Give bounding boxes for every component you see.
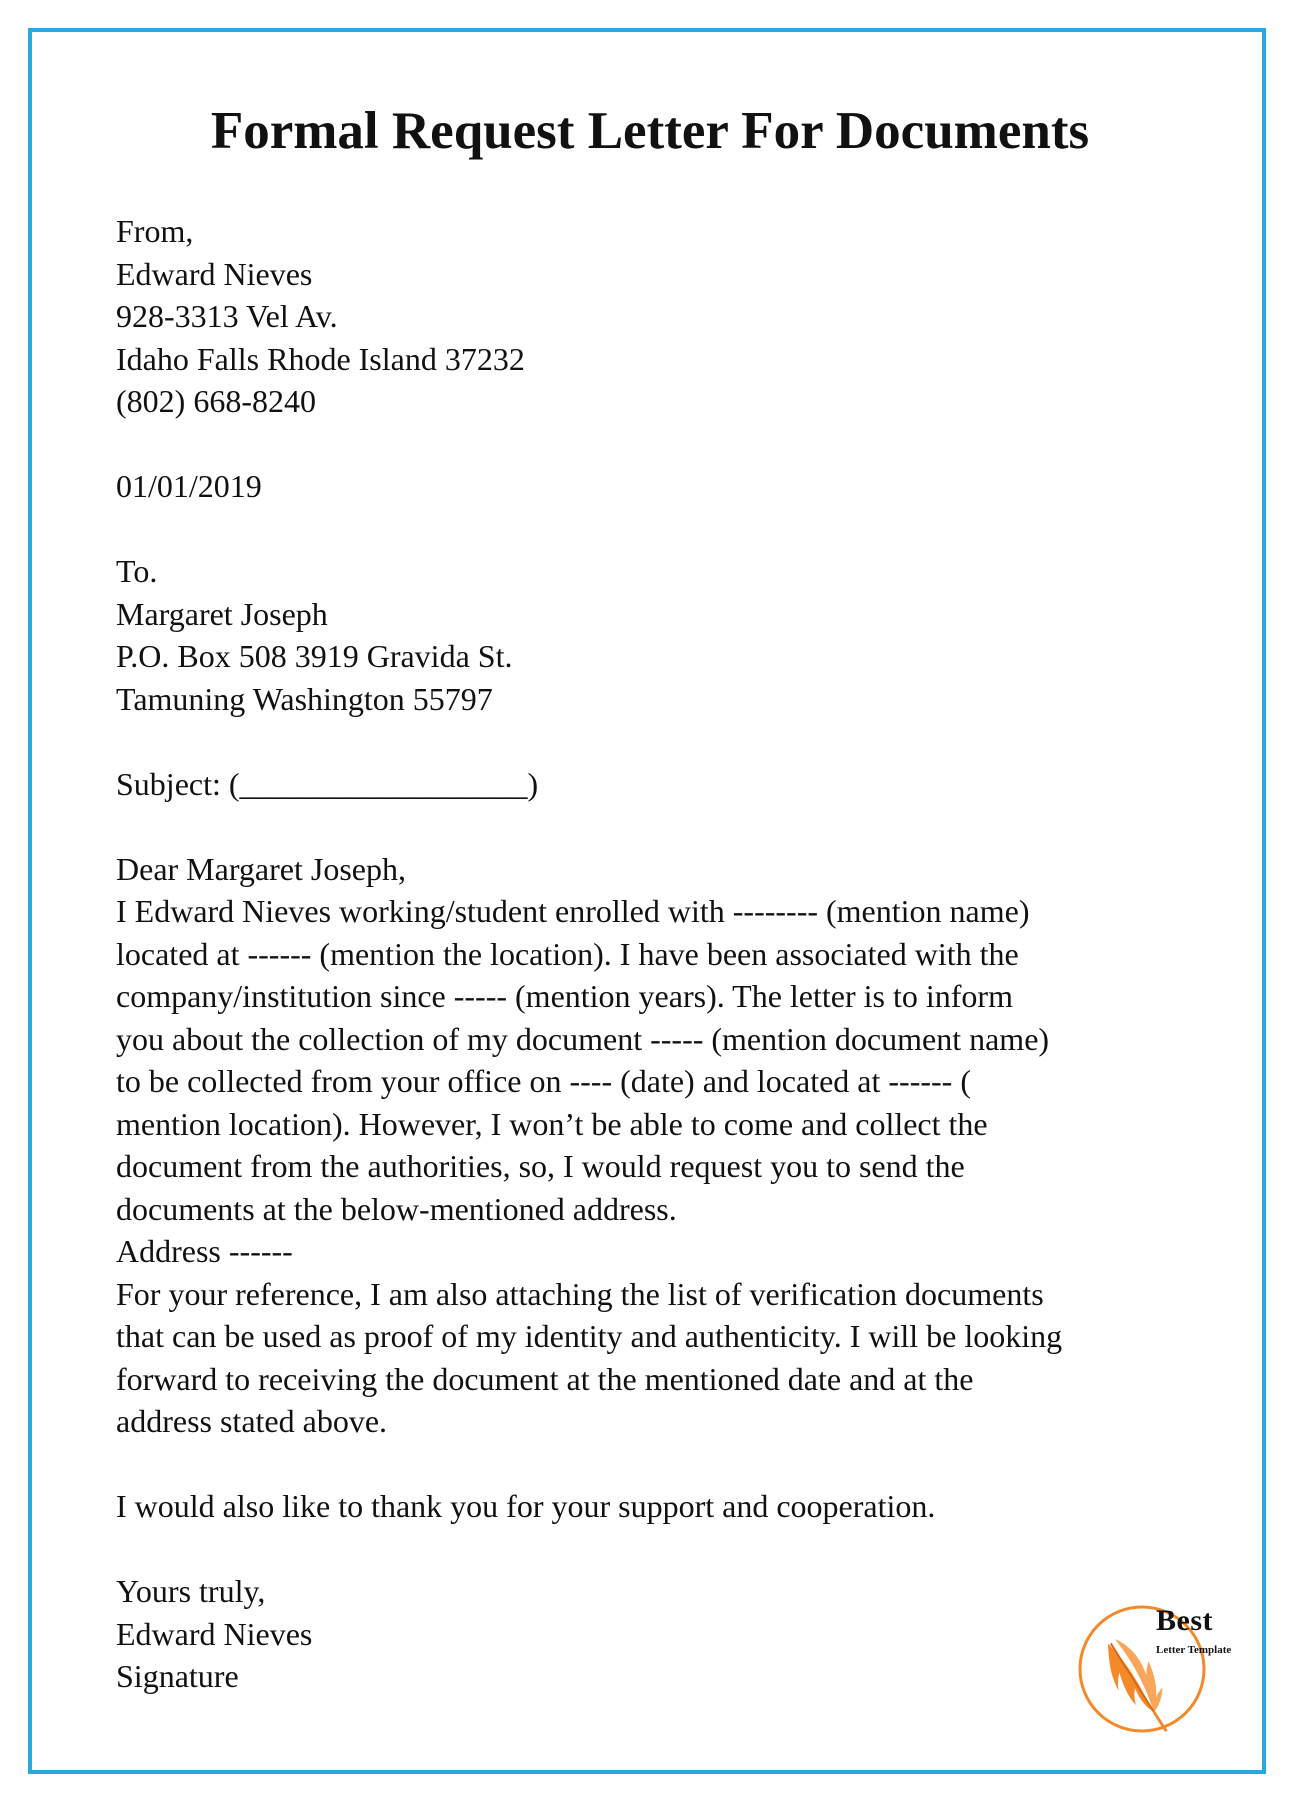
paragraph-line: that can be used as proof of my identity and authenticity. I will be looking xyxy=(116,1318,1063,1354)
paragraph-line: you about the collection of my document ----- (mention document name) xyxy=(116,1020,1050,1057)
closing-name: Edward Nieves xyxy=(116,1615,313,1652)
page-title: Formal Request Letter For Documents xyxy=(210,102,1090,160)
paragraph-line: document from the authorities, so, I would request you to send the xyxy=(116,1148,965,1184)
sender-phone: (802) 668-8240 xyxy=(116,383,316,419)
sender-city: Idaho Falls Rhode Island 37232 xyxy=(116,340,525,377)
paragraph-line: located at ------ (mention the location). I have been associated with the xyxy=(116,935,1019,972)
thanks-line: I would also like to thank you for your support and cooperation. xyxy=(116,1488,936,1524)
sender-block xyxy=(116,210,1196,423)
recipient-street: P.O. Box 508 3919 Gravida St. xyxy=(116,638,513,674)
paragraph-line: to be collected from your office on ---- (date) and located at ------ ( xyxy=(116,1063,971,1099)
recipient-block xyxy=(116,550,1196,720)
signature-line: Signature xyxy=(116,1658,239,1694)
brand-logo xyxy=(1074,1594,1264,1744)
letter-date: 01/01/2019 xyxy=(116,468,262,504)
paragraph-line: I Edward Nieves working/student enrolled with -------- (mention name) xyxy=(116,893,1030,929)
sender-label: From, xyxy=(116,213,194,249)
recipient-name: Margaret Joseph xyxy=(116,595,328,632)
valediction: Yours truly, xyxy=(116,1573,266,1609)
paragraph-line: forward to receiving the document at the mentioned date and at the xyxy=(116,1360,974,1397)
logo-brand-text: Best xyxy=(1156,1604,1213,1637)
salutation: Dear Margaret Joseph, xyxy=(116,850,406,887)
paragraph-2 xyxy=(116,1273,1196,1443)
paragraph-line: For your reference, I am also attaching the list of verification documents xyxy=(116,1275,1044,1312)
paragraph-line: mention location). However, I won’t be able to come and collect the xyxy=(116,1105,988,1142)
sender-street: 928-3313 Vel Av. xyxy=(116,298,338,334)
sender-name: Edward Nieves xyxy=(116,255,313,292)
closing-block xyxy=(116,1570,1196,1698)
paragraph-line: documents at the below-mentioned address. xyxy=(116,1190,677,1227)
address-line: Address ------ xyxy=(116,1233,293,1269)
logo-tagline: Letter Template xyxy=(1156,1644,1232,1656)
recipient-city: Tamuning Washington 55797 xyxy=(116,680,493,717)
paragraph-line: company/institution since ----- (mention years). The letter is to inform xyxy=(116,978,1013,1014)
paragraph-line: address stated above. xyxy=(116,1403,388,1439)
paragraph-1 xyxy=(116,890,1196,1230)
recipient-label: To. xyxy=(116,553,158,589)
letter-body xyxy=(116,210,1196,1698)
subject-line: Subject: (__________________) xyxy=(116,765,539,802)
